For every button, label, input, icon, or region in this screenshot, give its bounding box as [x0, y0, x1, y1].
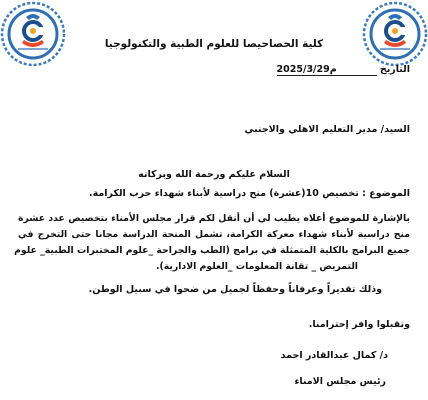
date-label: التاريخ	[379, 64, 410, 75]
date-row	[18, 64, 410, 76]
college-name: كلية الحصاحيصا للعلوم الطبية والتكنولوجيا	[104, 38, 324, 50]
recipient: السيد/ مدير التعليم الاهلي والاجنبي	[244, 124, 410, 135]
body-line-4-text: التمريض _ تقانة المعلومات _العلوم الادارية).	[155, 261, 358, 272]
thanks-line: وذلك تقديراً وعرفاناً وحفظاً لجميل من ضحوا في سبيل الوطن.	[88, 284, 382, 295]
body-line-2: منح دراسية لأبناء شهداء معركة الكرامة، تشمل المنحة الدراسة مجانا حتى التخرج في	[18, 229, 410, 240]
body-line-3: جميع البرامج بالكلية المتمثلة في برامج (الطب والجراحة _علوم المختبرات الطبية_ علوم	[14, 245, 410, 256]
greeting: السلام عليكم ورحمة الله وبركاته	[138, 169, 290, 180]
signer-title: رئيس مجلس الامناء	[294, 376, 386, 387]
college-logo-left	[0, 1, 66, 67]
regards-line: وتقبلوا وافر إحترامنا.	[308, 319, 410, 330]
date-value: 2025/3/29م	[277, 64, 377, 76]
college-logo-right	[362, 1, 428, 67]
subject-line: الموضوع : تخصيص 10(عشرة) منح دراسية لأبناء شهداء حرب الكرامة.	[89, 188, 410, 199]
body-line-1: بالإشارة للموضوع أعلاه يطيب لي أن أنقل لكم قرار مجلس الأمناء بتخصيص عدد عشرة	[18, 213, 410, 224]
signer-name: د/ كمال عبدالقادر احمد	[280, 350, 388, 361]
body-line-4	[12, 261, 404, 272]
